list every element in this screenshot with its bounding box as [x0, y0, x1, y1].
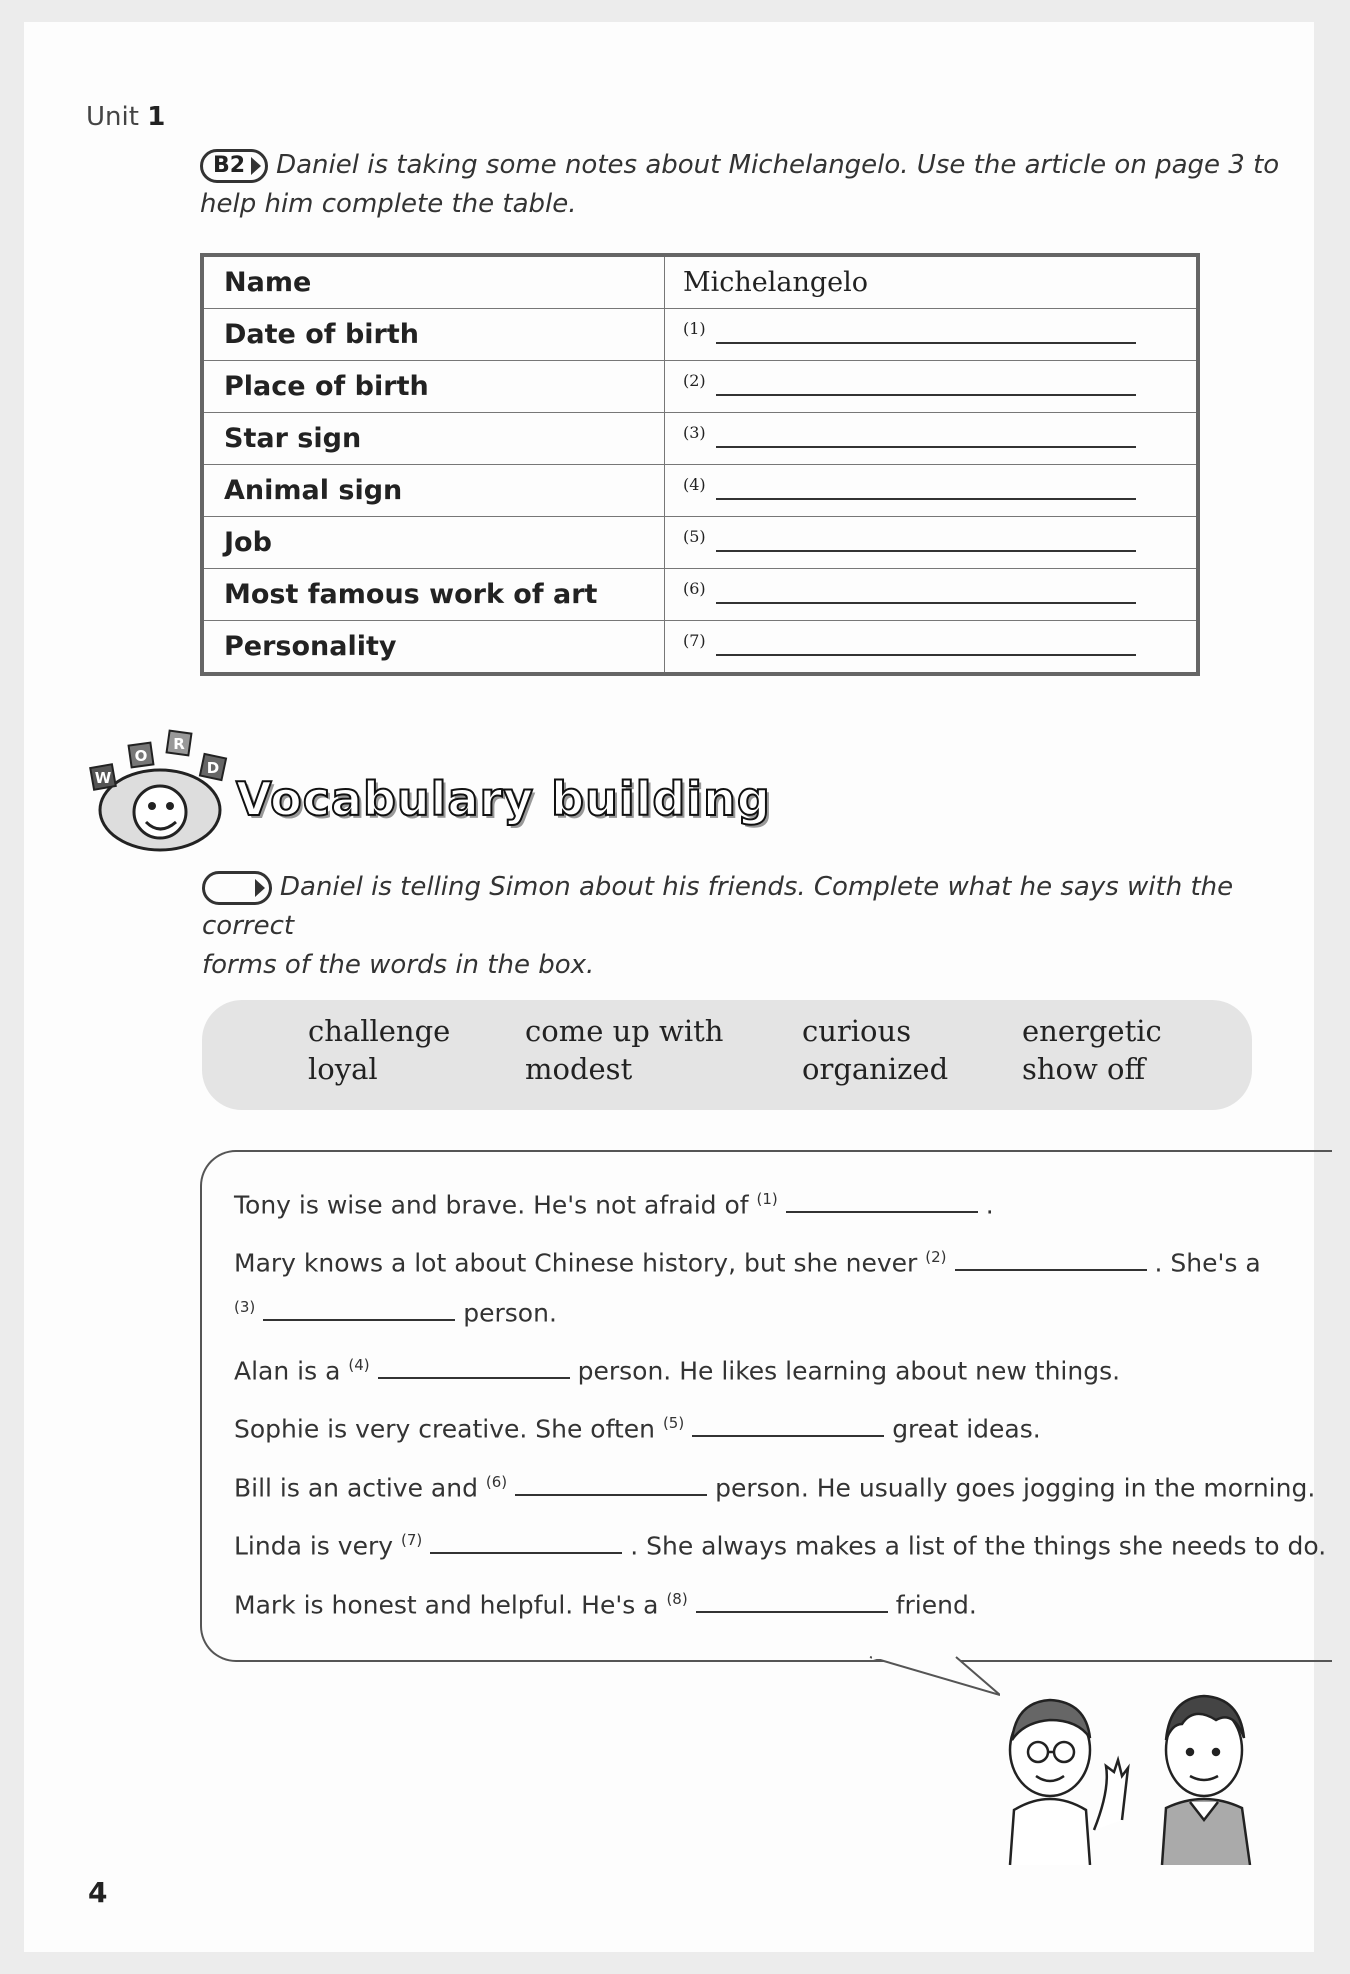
- sentence-1: Tony is wise and brave. He's not afraid of $^{(1)}$ .: [234, 1190, 994, 1220]
- sentence-4: Alan is a $^{(4)}$ person. He likes learning about new things.: [234, 1356, 1121, 1386]
- table-row: Job $^{(5)}$: [202, 517, 1198, 569]
- answer-blank[interactable]: [786, 1191, 978, 1213]
- speech-bubble: [200, 1150, 1332, 1662]
- table-row: [202, 255, 1198, 309]
- word-item: show off: [1022, 1052, 1146, 1086]
- svg-text:D: D: [206, 759, 220, 777]
- row-label: Most famous work of art: [202, 569, 665, 621]
- row-label: Date of birth: [202, 309, 665, 361]
- svg-text:W: W: [94, 769, 112, 787]
- logo-letter-d: [200, 754, 226, 780]
- daniel-and-simon-illustration: [990, 1680, 1290, 1865]
- row-label: Animal sign: [202, 465, 665, 517]
- sentence-6: Bill is an active and $^{(6)}$ person. He usually goes jogging in the morning.: [234, 1473, 1316, 1503]
- word-item: loyal: [308, 1052, 378, 1086]
- word-item: modest: [525, 1052, 633, 1086]
- answer-blank[interactable]: [716, 580, 1136, 604]
- vocab-instruction: Daniel is telling Simon about his friends. Complete what he says with the correct forms of the words in the box.: [202, 872, 1234, 980]
- row-label: Job: [202, 517, 665, 569]
- answer-blank[interactable]: [263, 1299, 455, 1321]
- word-item: energetic: [1022, 1014, 1162, 1048]
- svg-text:O: O: [134, 747, 148, 765]
- word-mascot-logo-icon: [88, 728, 238, 858]
- section-title: Vocabulary building: [236, 772, 771, 826]
- sentence-8: Mark is honest and helpful. He's a $^{(8)}$ friend.: [234, 1590, 977, 1620]
- table-row: Place of birth $^{(2)}$: [202, 361, 1198, 413]
- page-number: 4: [88, 1876, 108, 1909]
- table-row: Date of birth $^{(1)}$: [202, 309, 1198, 361]
- exercise-badge: [202, 871, 272, 905]
- b2-instruction: B2 Daniel is taking some notes about Michelangelo. Use the article on page 3 to help him complete the table.: [200, 150, 1280, 219]
- word-item: organized: [802, 1052, 949, 1086]
- word-item: challenge: [308, 1014, 451, 1048]
- answer-blank[interactable]: [716, 320, 1136, 344]
- play-icon: [251, 157, 261, 175]
- answer-blank[interactable]: [696, 1591, 888, 1613]
- answer-blank[interactable]: [692, 1415, 884, 1437]
- logo-letter-w: [90, 764, 115, 789]
- table-row: Personality $^{(7)}$: [202, 621, 1198, 675]
- answer-blank[interactable]: [430, 1532, 622, 1554]
- row-label: Personality: [202, 621, 665, 675]
- table-row: Animal sign $^{(4)}$: [202, 465, 1198, 517]
- svg-text:R: R: [173, 735, 185, 753]
- row-value: Michelangelo: [665, 255, 1199, 309]
- speech-bubble-tail: [860, 1640, 1000, 1700]
- sentence-2: Mary knows a lot about Chinese history, but she never $^{(2)}$ . She's a: [234, 1248, 1261, 1278]
- daniel-figure: [1010, 1700, 1128, 1865]
- answer-blank[interactable]: [716, 424, 1136, 448]
- b2-badge: B2: [200, 149, 268, 183]
- row-label: Name: [202, 255, 665, 309]
- sentence-7: Linda is very $^{(7)}$ . She always makes a list of the things she needs to do.: [234, 1531, 1327, 1561]
- unit-heading: Unit 1: [86, 102, 166, 132]
- notes-table: [200, 253, 1200, 676]
- logo-letter-o: [129, 743, 154, 768]
- simon-figure: [1162, 1696, 1250, 1865]
- answer-blank[interactable]: [716, 476, 1136, 500]
- table-row: Most famous work of art $^{(6)}$: [202, 569, 1198, 621]
- unit-number: 1: [147, 102, 166, 132]
- word-box: [202, 1000, 1252, 1110]
- answer-blank[interactable]: [955, 1249, 1147, 1271]
- answer-blank[interactable]: [515, 1474, 707, 1496]
- logo-letter-r: [167, 731, 192, 756]
- answer-blank[interactable]: [716, 528, 1136, 552]
- table-row: Star sign $^{(3)}$: [202, 413, 1198, 465]
- play-icon: [255, 879, 265, 897]
- answer-blank[interactable]: [716, 632, 1136, 656]
- word-item: come up with: [525, 1014, 724, 1048]
- row-label: Star sign: [202, 413, 665, 465]
- sentence-3: $^{(3)}$ person.: [234, 1298, 557, 1328]
- sentence-5: Sophie is very creative. She often $^{(5)}$ great ideas.: [234, 1414, 1041, 1444]
- word-item: curious: [802, 1014, 912, 1048]
- answer-blank[interactable]: [716, 372, 1136, 396]
- answer-blank[interactable]: [378, 1357, 570, 1379]
- row-label: Place of birth: [202, 361, 665, 413]
